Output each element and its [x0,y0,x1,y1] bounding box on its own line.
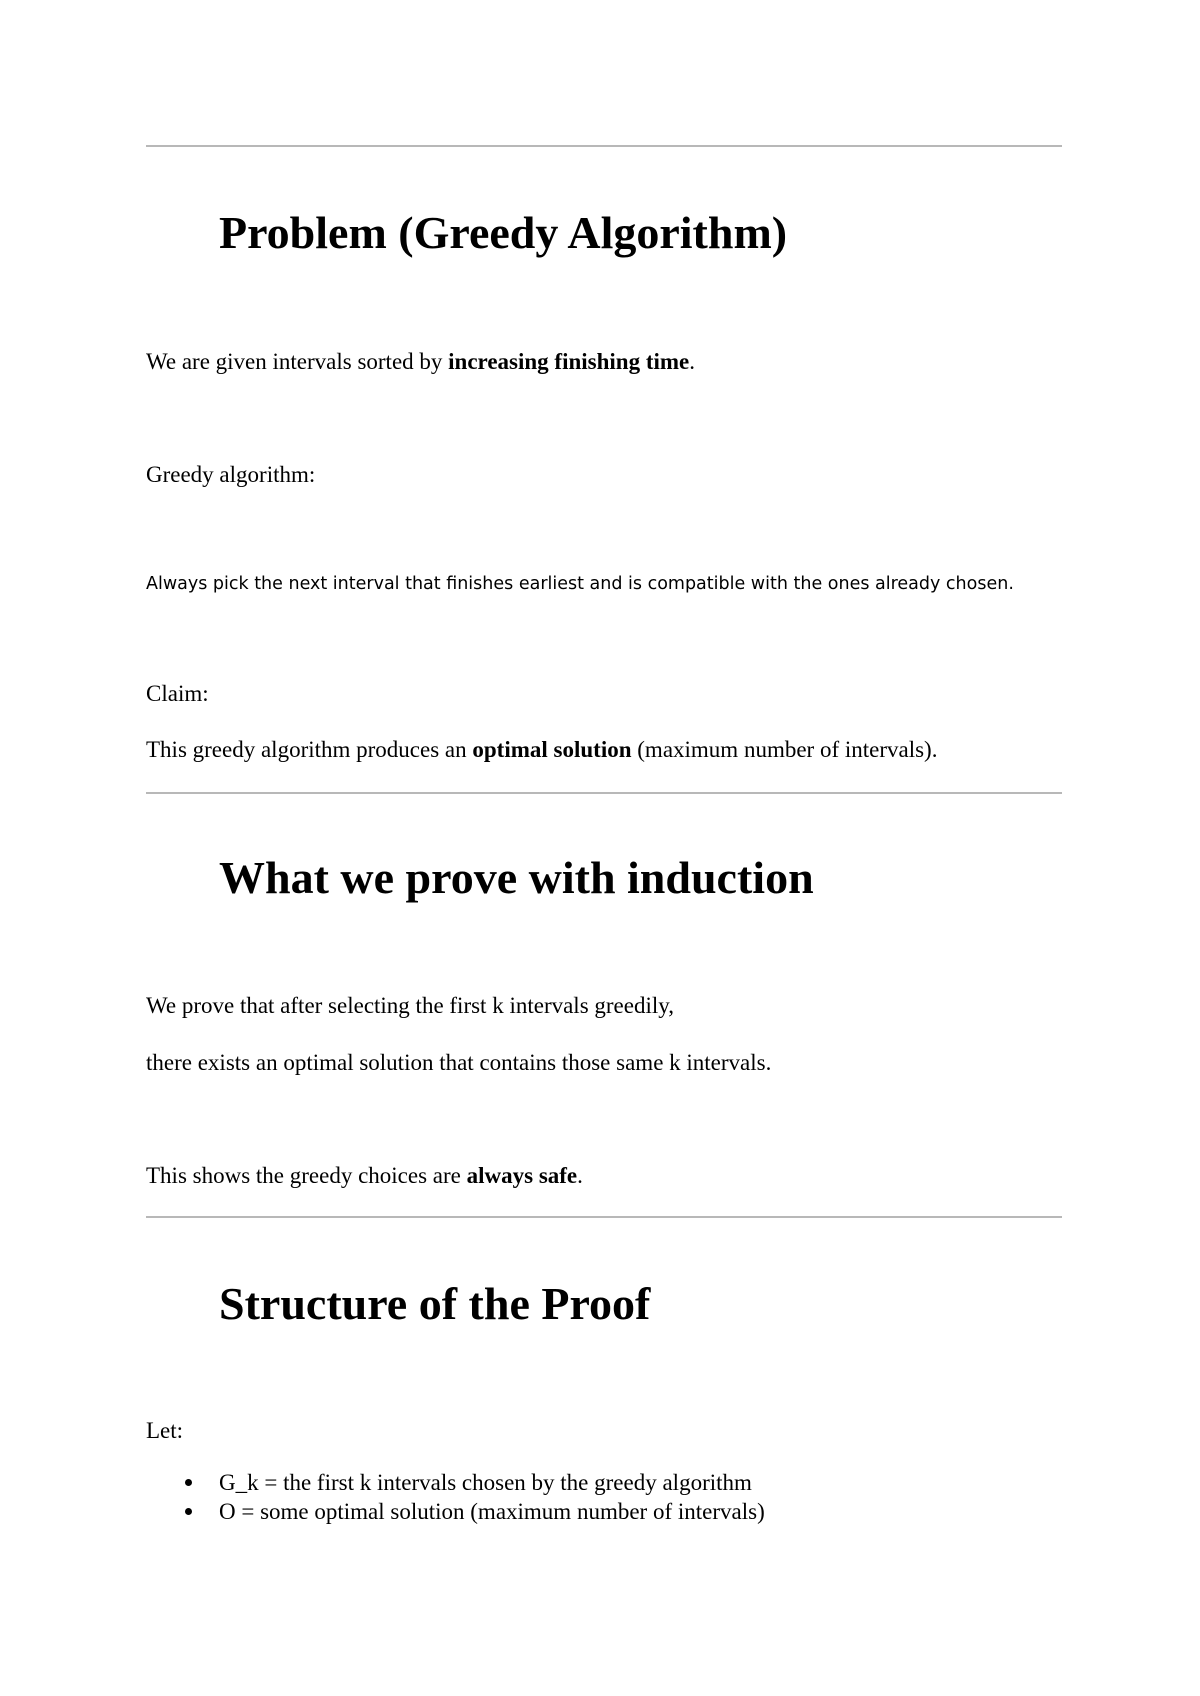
greedy-rule: Always pick the next interval that finishes earliest and is compatible with the ones already chosen. [146,574,1014,594]
claim-text-bold: optimal solution [472,737,632,762]
induction-conclusion [146,1162,583,1190]
definition-list [146,1468,765,1526]
section-divider-2 [146,792,1062,794]
list-item-text: O = some optimal solution (maximum number of intervals) [219,1499,765,1524]
intro-text-after: . [689,349,696,374]
section-divider-3 [146,1216,1062,1218]
induction-line-1: We prove that after selecting the first k intervals greedily, [146,993,675,1018]
claim-paragraph [146,736,937,764]
intro-paragraph [146,348,695,376]
intro-text-bold: increasing finishing time [448,349,690,374]
greedy-label: Greedy algorithm: [146,462,316,487]
section-divider-1 [146,145,1062,147]
claim-text-before: This greedy algorithm produces an [146,737,473,762]
intro-text-before: We are given intervals sorted by [146,349,449,374]
induction-line-2: there exists an optimal solution that contains those same k intervals. [146,1050,772,1075]
claim-label: Claim: [146,681,209,706]
let-label: Let: [146,1418,184,1443]
conclusion-text-after: . [577,1163,583,1188]
claim-text-after: (maximum number of intervals). [631,737,938,762]
list-item-text: G_k = the first k intervals chosen by the greedy algorithm [219,1470,752,1495]
conclusion-text-before: This shows the greedy choices are [146,1163,467,1188]
list-item [146,1468,765,1497]
conclusion-text-bold: always safe [466,1163,578,1188]
heading-induction: What we prove with induction [219,852,814,903]
list-item [146,1497,765,1526]
bullet-icon [185,1508,192,1515]
heading-structure: Structure of the Proof [219,1278,651,1329]
heading-problem: Problem (Greedy Algorithm) [219,207,788,258]
bullet-icon [185,1479,192,1486]
